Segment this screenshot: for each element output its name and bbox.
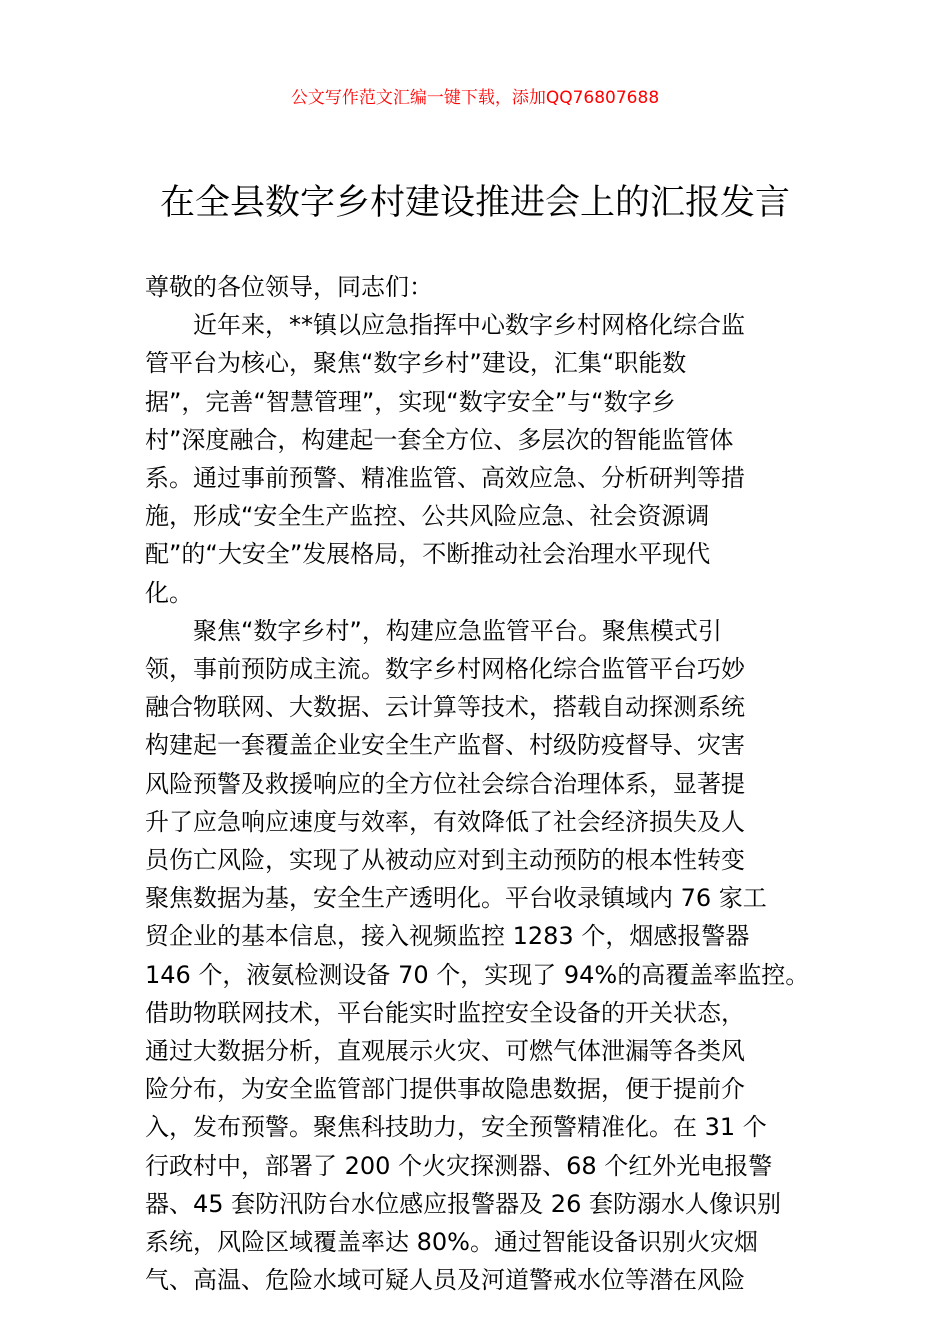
text-line: 贸企业的基本信息，接入视频监控 1283 个，烟感报警器: [145, 922, 750, 951]
text-line: 入，发布预警。聚焦科技助力，安全预警精准化。在 31 个: [145, 1113, 767, 1142]
document-body: [145, 268, 817, 1299]
salutation: 尊敬的各位领导，同志们：: [145, 273, 433, 301]
text-line: 施，形成“安全生产监控、公共风险应急、社会资源调: [145, 502, 710, 531]
text-line: 通过大数据分析，直观展示火灾、可燃气体泄漏等各类风: [145, 1037, 745, 1066]
text-line: 配”的“大安全”发展格局，不断推动社会治理水平现代: [145, 540, 711, 569]
text-line: 聚焦“数字乡村”，构建应急监管平台。聚焦模式引: [193, 616, 722, 645]
text-line: 器、45 套防汛防台水位感应报警器及 26 套防溺水人像识别: [145, 1189, 781, 1218]
text-line: 近年来，**镇以应急指挥中心数字乡村网格化综合监: [193, 311, 745, 340]
text-line: 融合物联网、大数据、云计算等技术，搭载自动探测系统: [145, 693, 745, 722]
text-line: 风险预警及救援响应的全方位社会综合治理体系，显著提: [145, 769, 745, 798]
document-title: 在全县数字乡村建设推进会上的汇报发言: [159, 183, 790, 223]
text-line: 管平台为核心，聚焦“数字乡村”建设，汇集“职能数: [145, 349, 687, 378]
text-line: 借助物联网技术，平台能实时监控安全设备的开关状态，: [145, 998, 745, 1027]
text-line: 化。: [145, 578, 193, 607]
paragraph-platform: [145, 612, 817, 1300]
text-line: 146 个，液氨检测设备 70 个，实现了 94%的高覆盖率监控。: [145, 960, 810, 989]
text-line: 据”，完善“智慧管理”，实现“数字安全”与“数字乡: [145, 387, 676, 416]
download-promo-note: 公文写作范文汇编一键下载，添加QQ76807688: [290, 88, 660, 108]
text-line: 气、高温、危险水域可疑人员及河道警戒水位等潜在风险: [145, 1266, 745, 1295]
text-line: 聚焦数据为基，安全生产透明化。平台收录镇域内 76 家工: [145, 884, 767, 913]
text-line: 村”深度融合，构建起一套全方位、多层次的智能监管体: [145, 425, 734, 454]
paragraph-intro: [145, 306, 817, 612]
text-line: 系。通过事前预警、精准监管、高效应急、分析研判等措: [145, 464, 745, 493]
text-line: 升了应急响应速度与效率，有效降低了社会经济损失及人: [145, 807, 745, 836]
text-line: 行政村中，部署了 200 个火灾探测器、68 个红外光电报警: [145, 1151, 773, 1180]
text-line: 员伤亡风险，实现了从被动应对到主动预防的根本性转变: [145, 846, 745, 875]
text-line: 险分布，为安全监管部门提供事故隐患数据，便于提前介: [145, 1075, 745, 1104]
text-line: 领，事前预防成主流。数字乡村网格化综合监管平台巧妙: [145, 655, 745, 684]
text-line: 系统，风险区域覆盖率达 80%。通过智能设备识别火灾烟: [145, 1228, 758, 1257]
text-line: 构建起一套覆盖企业安全生产监督、村级防疫督导、灾害: [145, 731, 745, 760]
